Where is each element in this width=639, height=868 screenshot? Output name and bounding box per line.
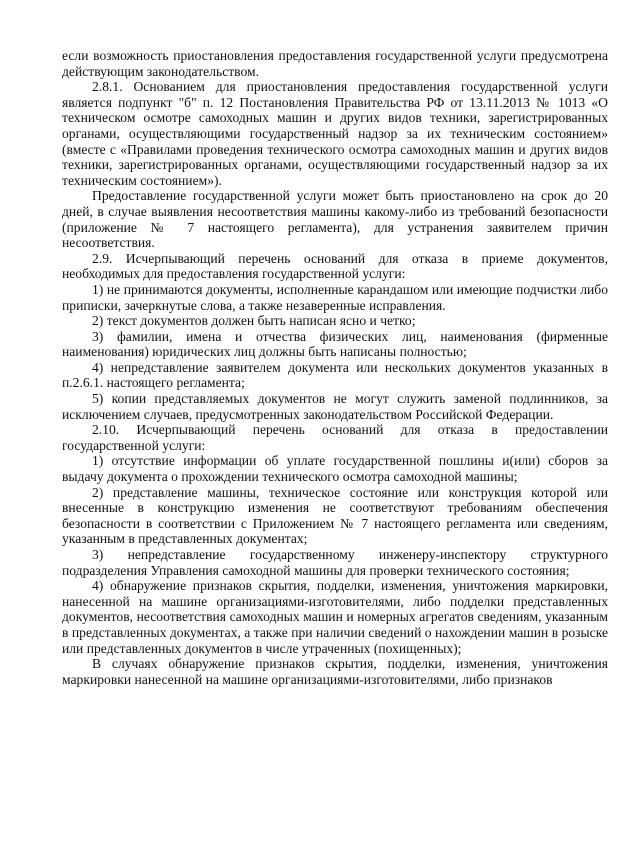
list-item-2-10-4: 4) обнаружение признаков скрытия, подделки, изменения, уничтожения маркировки, нанесенной на машине организациями-изготовителями, либо подделки представленных документов, несоответствия самоходных машин и номерных агрегатов сведениям, указанным в представленных документах, а также при наличии сведений о нахождении машин в розыске или представленных документов в числе утраченных (похищенных); [62, 578, 608, 656]
paragraph-suspension-term: Предоставление государственной услуги может быть приостановлено на срок до 20 дней, в случае выявления несоответствия машины какому-либо из требований безопасности (приложение № 7 настоящего регламента), для устранения заявителем причин несоответствия. [62, 188, 608, 251]
list-item-2-9-4: 4) непредставление заявителем документа или нескольких документов указанных в п.2.6.1. настоящего регламента; [62, 359, 608, 391]
list-item-2-9-1: 1) не принимаются документы, исполненные карандашом или имеющие подчистки либо приписки, зачеркнутые слова, а также незаверенные исправления. [62, 281, 608, 313]
paragraph-detection-cases: В случаях обнаружение признаков скрытия, подделки, изменения, уничтожения маркировки нанесенной на машине организациями-изготовителями, либо признаков [62, 656, 608, 687]
list-item-2-10-1: 1) отсутствие информации об уплате государственной пошлины и(или) сборов за выдачу документа о прохождении технического осмотра самоходной машины; [62, 453, 608, 485]
document-body [62, 48, 608, 687]
list-item-2-10-2: 2) представление машины, техническое состояние или конструкция которой или внесенные в конструкцию изменения не соответствуют требованиям обеспечения безопасности в соответствии с Приложением № 7 настоящего регламента или сведениям, указанным в представленных документах; [62, 484, 608, 547]
paragraph-2-10: 2.10. Исчерпывающий перечень оснований для отказа в предоставлении государственной услуги: [62, 422, 608, 453]
paragraph-2-8-1: 2.8.1. Основанием для приостановления предоставления государственной услуги является подпункт "б" п. 12 Постановления Правительства РФ от 13.11.2013 № 1013 «О техническом осмотре самоходных машин и других видов техники, зарегистрированных органами, осуществляющими государственный надзор за их техническим состоянием» (вместе с «Правилами проведения технического осмотра самоходных машин и других видов техники, зарегистрированных органами, осуществляющими государственный надзор за их техническим состоянием»). [62, 79, 608, 188]
paragraph-suspension-law: если возможность приостановления предоставления государственной услуги предусмотрена действующим законодательством. [62, 48, 608, 79]
list-item-2-10-3: 3) непредставление государственному инженеру-инспектору структурного подразделения Управления самоходной машины для проверки технического состояния; [62, 547, 608, 578]
list-item-2-9-2: 2) текст документов должен быть написан ясно и четко; [92, 313, 416, 329]
list-item-2-9-5: 5) копии представляемых документов не могут служить заменой подлинников, за исключением случаев, предусмотренных законодательством Российской Федерации. [62, 391, 608, 422]
list-item-2-9-3: 3) фамилии, имена и отчества физических лиц, наименования (фирменные наименования) юридических лиц должны быть написаны полностью; [62, 328, 608, 360]
paragraph-2-9: 2.9. Исчерпывающий перечень оснований для отказа в приеме документов, необходимых для предоставления государственной услуги: [62, 250, 608, 282]
